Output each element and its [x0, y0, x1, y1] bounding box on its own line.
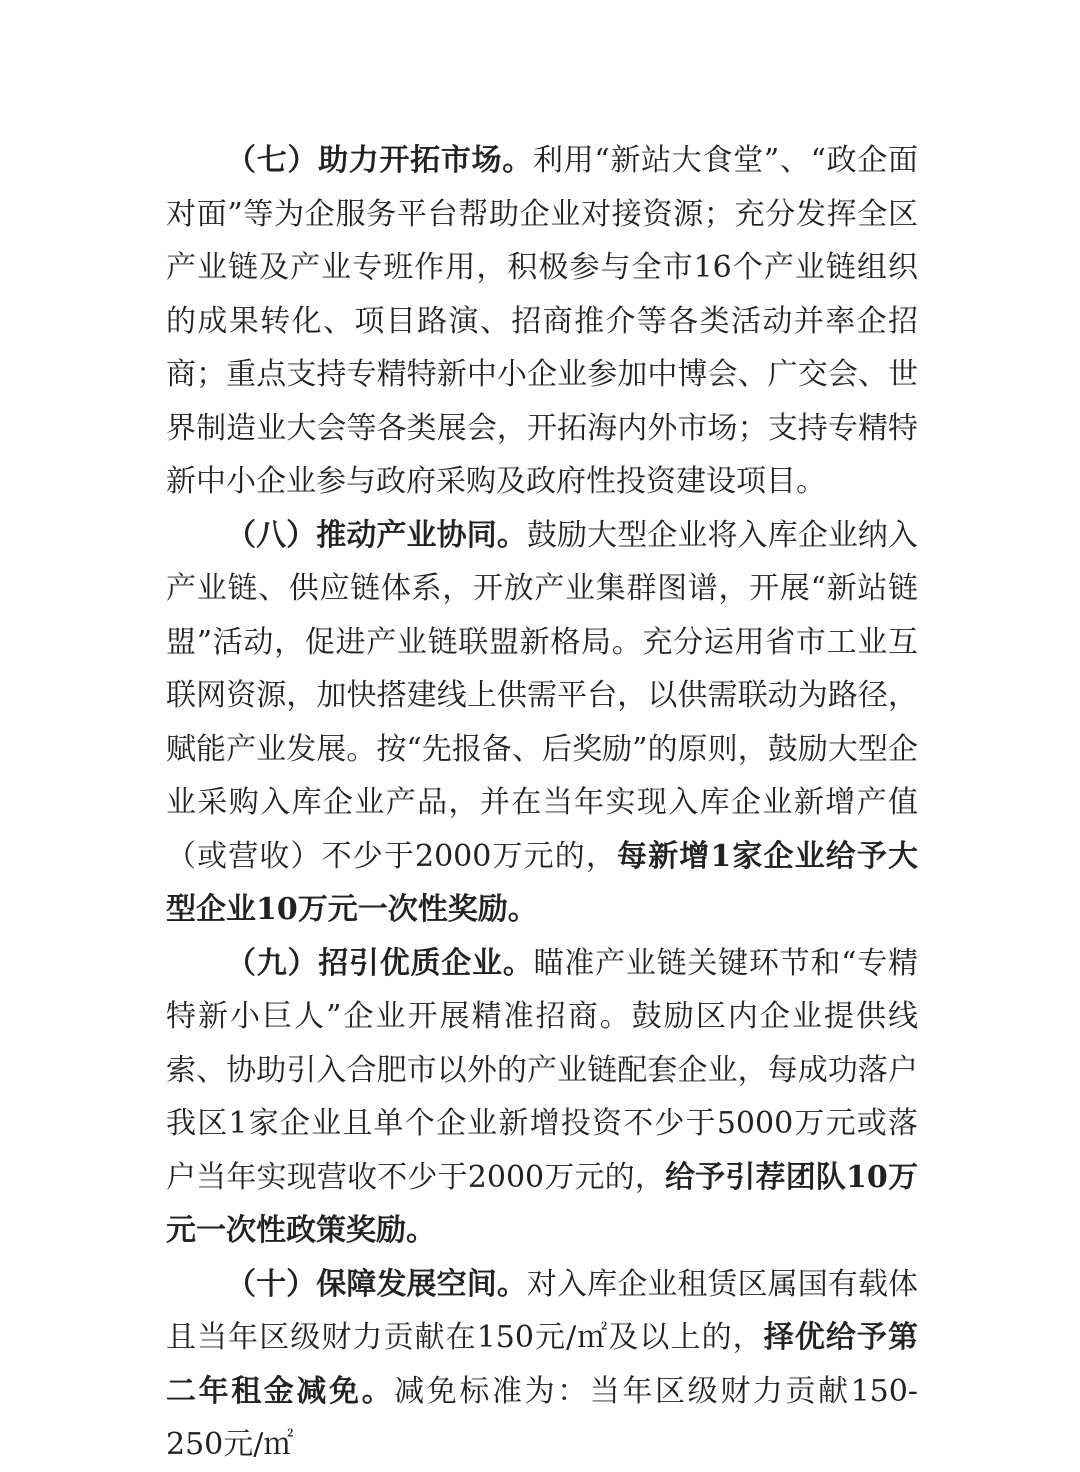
bold-reward-text: 给予引荐团队10万元一次性政策奖励。 — [166, 1159, 918, 1248]
paragraph-text: 对入库企业租赁区属国有载体且当年区级财力贡献在150元/㎡及以上的， — [166, 1266, 919, 1355]
paragraph-text: 鼓励大型企业将入库企业纳入产业链、供应链体系，开放产业集群图谱，开展“新站链盟”活动，促进产业链联盟新格局。充分运用省市工业互联网资源，加快搭建线上供需平台，以供需联动为路径，赋能产业发展。按“先报备、后奖励”的原则，鼓励大型企业采购入库企业产品，并在当年实现入库企业新增产值（或营收）不少于2000万元的， — [166, 517, 919, 874]
section-heading-8: （八）推动产业协同。 — [226, 517, 527, 553]
bold-reward-text: 择优给予第二年租金减免。 — [166, 1320, 919, 1409]
section-heading-10: （十）保障发展空间。 — [226, 1266, 527, 1302]
paragraph-7 — [166, 134, 918, 509]
section-heading-7: （七）助力开拓市场。 — [226, 143, 533, 178]
paragraph-text: 利用“新站大食堂”、“政企面对面”等为企服务平台帮助企业对接资源；充分发挥全区产业链及产业专班作用，积极参与全市16个产业链组织的成果转化、项目路演、招商推介等各类活动并率企招商；重点支持专精特新中小企业参加中博会、广交会、世界制造业大会等各类展会，开拓海内外市场；支持专精特新中小企业参与政府采购及政府性投资建设项目。 — [166, 143, 918, 499]
paragraph-8 — [166, 509, 918, 937]
paragraph-text: 瞄准产业链关键环节和“专精特新小巨人”企业开展精准招商。鼓励区内企业提供线索、协助引入合肥市以外的产业链配套企业，每成功落户我区1家企业且单个企业新增投资不少于5000万元或落户当年实现营收不少于2000万元的， — [166, 945, 918, 1195]
paragraph-10 — [166, 1258, 918, 1472]
paragraph-9 — [166, 937, 918, 1258]
section-heading-9: （九）招引优质企业。 — [226, 945, 534, 981]
bold-reward-text: 每新增1家企业给予大型企业10万元一次性奖励。 — [166, 838, 918, 927]
document-body — [166, 134, 918, 1472]
paragraph-text: 减免标准为：当年区级财力贡献150-250元/㎡ — [166, 1373, 918, 1462]
